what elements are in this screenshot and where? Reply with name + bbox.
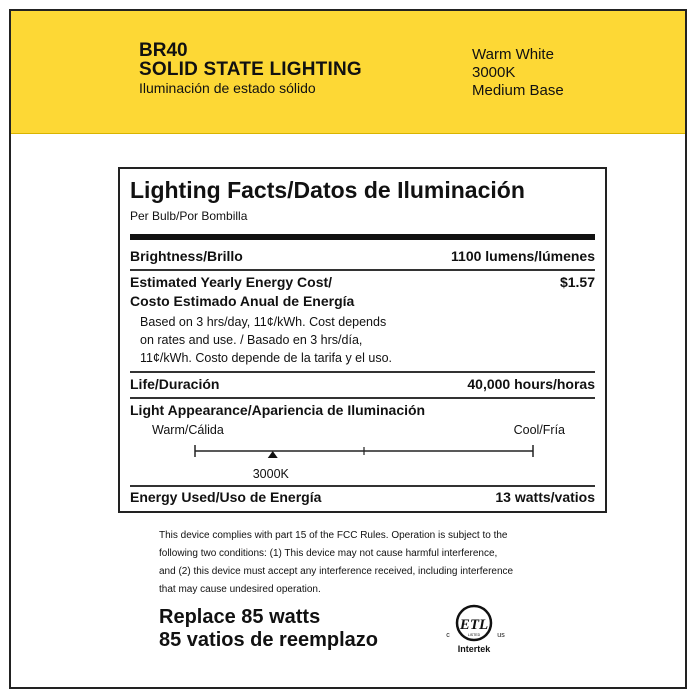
brightness-label: Brightness/Brillo <box>130 248 243 264</box>
divider <box>130 397 595 399</box>
etl-listed-logo <box>439 603 509 655</box>
energy-used-value: 13 watts/vatios <box>495 489 595 505</box>
divider <box>130 269 595 271</box>
facts-title: Lighting Facts/Datos de Iluminación <box>130 177 525 203</box>
divider <box>130 371 595 373</box>
fcc-line: following two conditions: (1) This device may not cause harmful interference, <box>159 548 498 559</box>
fcc-notice <box>159 527 579 599</box>
energy-cost-value: $1.57 <box>559 274 595 290</box>
life-value: 40,000 hours/horas <box>467 376 595 392</box>
fcc-line: that may cause undesired operation. <box>159 584 321 595</box>
etl-listed: LISTED <box>467 633 481 637</box>
note-line: 11¢/kWh. Costo depende de la tarifa y el uso. <box>140 351 393 365</box>
spec-color: Warm White <box>472 46 554 63</box>
etl-c: c <box>446 632 450 639</box>
label-header <box>11 11 685 134</box>
fcc-line: and (2) this device must accept any interference received, including interference <box>159 566 514 577</box>
fcc-line: This device complies with part 15 of the FCC Rules. Operation is subject to the <box>159 530 508 541</box>
thick-divider <box>130 234 595 240</box>
intertek-name: Intertek <box>457 644 491 654</box>
etl-us: us <box>497 632 505 639</box>
color-temperature-scale <box>120 439 605 469</box>
note-line: on rates and use. / Basado en 3 hrs/día, <box>140 333 363 347</box>
warm-label: Warm/Cálida <box>152 423 224 437</box>
spec-temperature: 3000K <box>472 64 516 81</box>
product-title-es: Iluminación de estado sólido <box>139 80 316 96</box>
cool-label: Cool/Fría <box>513 423 565 437</box>
replace-en: Replace 85 watts <box>159 606 321 628</box>
energy-used-label: Energy Used/Uso de Energía <box>130 489 322 505</box>
etl-mark: ETL <box>459 617 489 633</box>
spec-base: Medium Base <box>472 82 564 99</box>
note-line: Based on 3 hrs/day, 11¢/kWh. Cost depends <box>140 315 387 329</box>
appearance-label: Light Appearance/Apariencia de Iluminación <box>130 402 426 418</box>
replace-es: 85 vatios de reemplazo <box>159 629 378 651</box>
header-title-block <box>139 41 362 96</box>
product-title: SOLID STATE LIGHTING <box>139 59 362 80</box>
lighting-facts-panel <box>118 167 607 513</box>
scale-marker <box>268 451 278 458</box>
energy-cost-note <box>140 313 392 367</box>
header-specs <box>472 46 564 100</box>
energy-cost-label-es: Costo Estimado Anual de Energía <box>130 293 355 309</box>
divider <box>130 485 595 487</box>
scale-marker-label: 3000K <box>252 467 289 481</box>
energy-cost-label: Estimated Yearly Energy Cost/ <box>130 274 333 290</box>
model-name: BR40 <box>139 40 188 61</box>
product-label <box>9 9 687 689</box>
replacement-statement <box>159 606 378 652</box>
per-bulb-label: Per Bulb/Por Bombilla <box>130 209 248 223</box>
brightness-value: 1100 lumens/lúmenes <box>451 248 595 264</box>
life-label: Life/Duración <box>130 376 220 392</box>
